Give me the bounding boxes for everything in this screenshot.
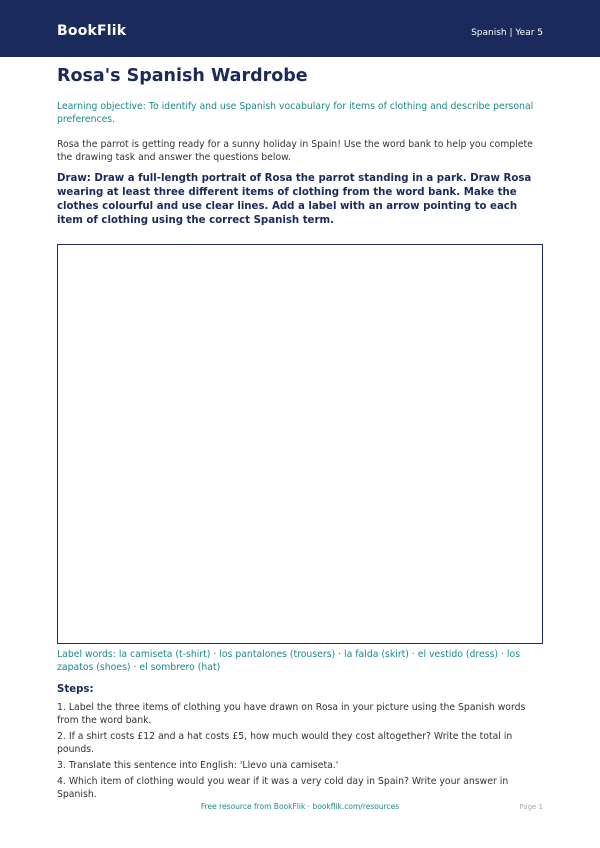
step-item: 2. If a shirt costs £12 and a hat costs £5, how much would they cost altogether? Write the total in pounds. [57,731,513,755]
footer-credit-link[interactable]: Free resource from BookFlik · bookflik.com/resources [200,802,400,811]
steps-list [57,701,543,804]
page-number: Page 1 [519,803,543,811]
page-header [0,0,600,57]
brand-logo-text: BookFlik [57,23,127,39]
steps-heading: Steps: [57,684,94,695]
learning-objective: Learning objective: To identify and use Spanish vocabulary for items of clothing and describe personal preferences. [57,101,534,125]
step-item: 3. Translate this sentence into English: 'Llevo una camiseta.' [57,760,339,771]
label-word-bank: Label words: la camiseta (t-shirt) · los pantalones (trousers) · la falda (skirt) · el vestido (dress) · los zapatos (shoes) · el sombrero (hat) [57,649,521,673]
subject-year-label: Spanish | Year 5 [471,28,543,38]
intro-text: Rosa the parrot is getting ready for a sunny holiday in Spain! Use the word bank to help you complete the drawing task and answer the questions below. [57,139,533,163]
step-item: 4. Which item of clothing would you wear if it was a very cold day in Spain? Write your answer in Spanish. [57,776,509,800]
drawing-task-instructions: Draw: Draw a full-length portrait of Rosa the parrot standing in a park. Draw Rosa wearing at least three different items of clothing from the word bank. Make the clothes colourful and use clear lines. Add a label with an arrow pointing to each item of clothing using the correct Spanish term. [57,173,532,226]
worksheet-title: Rosa's Spanish Wardrobe [57,66,308,86]
drawing-area[interactable] [57,244,543,644]
step-item: 1. Label the three items of clothing you have drawn on Rosa in your picture using the Spanish words from the word bank. [57,702,526,726]
